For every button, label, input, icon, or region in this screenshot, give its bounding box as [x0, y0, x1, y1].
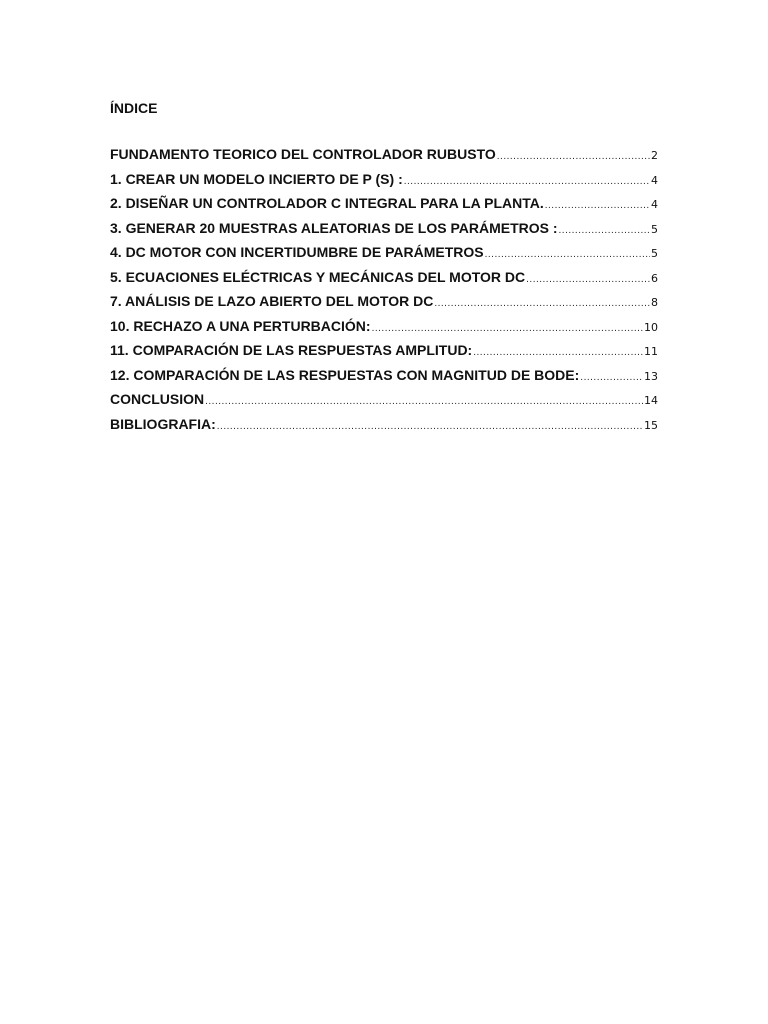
toc-dot-leader: [372, 323, 643, 334]
toc-entry-title: 12. COMPARACIÓN DE LAS RESPUESTAS CON MAGNITUD DE BODE:: [110, 366, 580, 383]
toc-entry-title: FUNDAMENTO TEORICO DEL CONTROLADOR RUBUSTO: [110, 146, 496, 162]
toc-page-number: 13: [644, 369, 658, 383]
toc-page-number: 11: [644, 345, 658, 358]
toc-title: ÍNDICE: [110, 100, 158, 116]
toc-dot-leader: [205, 396, 643, 407]
toc-dot-leader: [526, 274, 650, 285]
toc-entry[interactable]: [110, 195, 658, 220]
toc-dot-leader: [485, 249, 650, 260]
toc-entry-title: 2. DISEÑAR UN CONTROLADOR C INTEGRAL PARA LA PLANTA.: [110, 195, 544, 211]
toc-page-number: 8: [651, 296, 658, 309]
toc-entry-title: 10. RECHAZO A UNA PERTURBACIÓN:: [110, 317, 371, 334]
toc-entry[interactable]: [110, 367, 658, 392]
toc-page-number: 5: [651, 247, 658, 260]
toc-page-number: 10: [644, 320, 658, 334]
toc-entry[interactable]: [110, 318, 658, 343]
toc-dot-leader: [473, 347, 643, 358]
toc-entry-title: 3. GENERAR 20 MUESTRAS ALEATORIAS DE LOS PARÁMETROS :: [110, 219, 558, 236]
toc-entry[interactable]: [110, 220, 658, 245]
toc-dot-leader: [559, 225, 650, 236]
toc-entry-title: 7. ANÁLISIS DE LAZO ABIERTO DEL MOTOR DC: [110, 293, 434, 309]
toc-page-number: 15: [644, 418, 658, 432]
toc-entry[interactable]: [110, 244, 658, 269]
toc-page-number: 4: [651, 198, 658, 211]
toc-list: [110, 146, 658, 440]
toc-dot-leader: [545, 200, 650, 211]
toc-page-number: 6: [651, 271, 658, 285]
toc-entry[interactable]: [110, 293, 658, 318]
toc-entry[interactable]: [110, 171, 658, 196]
toc-entry-title: 5. ECUACIONES ELÉCTRICAS Y MECÁNICAS DEL MOTOR DC: [110, 268, 526, 285]
toc-page-number: 5: [651, 222, 658, 236]
toc-entry-title: 11. COMPARACIÓN DE LAS RESPUESTAS AMPLITUD:: [110, 342, 473, 358]
toc-entry-title: CONCLUSION: [110, 391, 205, 407]
toc-entry[interactable]: [110, 146, 658, 171]
toc-entry[interactable]: [110, 416, 658, 441]
toc-entry-title: 4. DC MOTOR CON INCERTIDUMBRE DE PARÁMETROS: [110, 244, 484, 260]
toc-entry-title: 1. CREAR UN MODELO INCIERTO DE P (S) :: [110, 170, 403, 187]
toc-entry-title: BIBLIOGRAFIA:: [110, 415, 216, 432]
toc-dot-leader: [404, 176, 650, 187]
toc-page-number: 4: [651, 173, 658, 187]
toc-dot-leader: [217, 421, 643, 432]
toc-dot-leader: [434, 298, 650, 309]
toc-page-number: 14: [644, 394, 658, 407]
toc-entry[interactable]: [110, 391, 658, 416]
toc-dot-leader: [497, 151, 650, 162]
toc-page-number: 2: [651, 149, 658, 162]
toc-dot-leader: [580, 372, 643, 383]
toc-entry[interactable]: [110, 342, 658, 367]
toc-entry[interactable]: [110, 269, 658, 294]
